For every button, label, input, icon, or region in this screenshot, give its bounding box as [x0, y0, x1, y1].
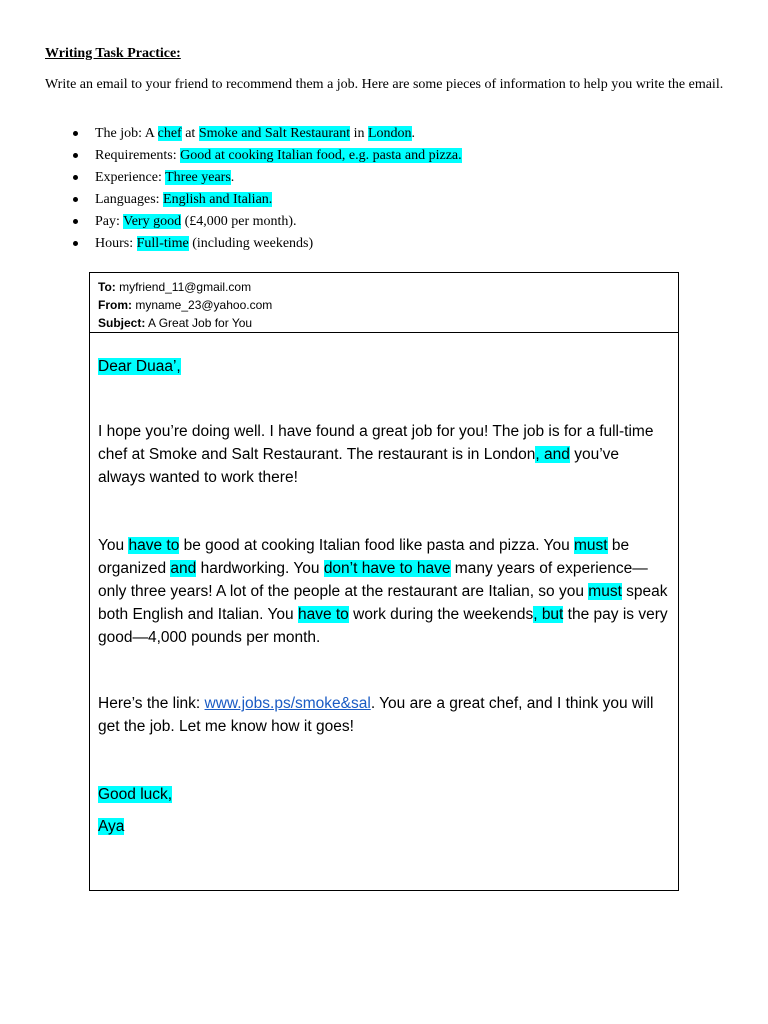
highlight: Good luck,	[98, 786, 173, 803]
paragraph-text: . You are a great chef, and I think you will get the job. Let me know how it goes!	[98, 695, 654, 735]
email-box	[89, 272, 679, 891]
highlight: , and	[535, 446, 570, 463]
item-text: (£4,000 per month).	[181, 214, 297, 229]
paragraph-text: you’ve always wanted to work there!	[98, 446, 620, 486]
bullet-icon	[73, 241, 78, 246]
paragraph-text: be organized	[98, 537, 630, 577]
to-address: myfriend_11@gmail.com	[115, 280, 252, 294]
highlight: and	[170, 560, 197, 577]
item-label: The job: A	[95, 126, 158, 141]
paragraph-text: the pay is very good—4,000 pounds per month.	[98, 606, 668, 646]
email-header	[90, 273, 678, 333]
paragraph-text: Here’s the link:	[98, 695, 205, 712]
email-from-line	[98, 296, 678, 314]
item-text: in	[350, 126, 368, 141]
highlight: must	[588, 583, 622, 600]
item-label: Languages:	[95, 192, 164, 207]
highlight: Dear Duaa’,	[98, 358, 181, 375]
subject-text: A Great Job for You	[145, 316, 253, 330]
list-item	[0, 124, 462, 146]
paragraph-text: work during the weekends	[348, 606, 534, 623]
bullet-icon	[73, 131, 78, 136]
highlight: English and Italian.	[163, 192, 273, 207]
email-paragraph	[98, 692, 668, 738]
highlight: chef	[157, 126, 182, 141]
list-item	[0, 168, 462, 190]
highlight: don’t have to have	[323, 560, 451, 577]
item-text: .	[411, 126, 416, 141]
bullet-icon	[73, 219, 78, 224]
item-text: (including weekends)	[188, 236, 314, 251]
list-item	[0, 234, 462, 256]
highlight: have to	[128, 537, 180, 554]
paragraph-text: You	[98, 537, 129, 554]
highlight: must	[574, 537, 608, 554]
highlight: Good at cooking Italian food, e.g. pasta and pizza.	[180, 148, 462, 163]
paragraph-text: many years of experience—only three years! A lot of the people at the restaurant are Italian, so you	[98, 560, 648, 600]
item-label: Pay:	[95, 214, 124, 229]
paragraph-text: hardworking. You	[196, 560, 324, 577]
highlight: , but	[533, 606, 564, 623]
item-label: Requirements:	[95, 148, 181, 163]
email-paragraph	[98, 420, 668, 489]
highlight: Smoke and Salt Restaurant	[198, 126, 351, 141]
paragraph-text: be good at cooking Italian food like pasta and pizza. You	[179, 537, 575, 554]
subject-label: Subject:	[98, 316, 146, 330]
highlight: Full-time	[136, 236, 189, 251]
bullet-icon	[73, 175, 78, 180]
item-label: Experience:	[95, 170, 166, 185]
email-body	[98, 355, 668, 838]
intro-text: Write an email to your friend to recommend them a job. Here are some pieces of information to help you write the email.	[45, 77, 724, 92]
email-to-line	[98, 278, 678, 296]
highlight: London	[367, 126, 412, 141]
highlight: Three years	[165, 170, 231, 185]
info-list	[0, 124, 462, 256]
list-item	[0, 146, 462, 168]
highlight: have to	[297, 606, 349, 623]
bullet-icon	[73, 197, 78, 202]
email-greeting	[98, 355, 668, 378]
to-label: To:	[98, 280, 116, 294]
email-closing	[98, 783, 668, 806]
item-text: .	[230, 170, 235, 185]
highlight: Aya	[98, 818, 125, 835]
from-address: myname_23@yahoo.com	[132, 298, 273, 312]
email-subject-line	[98, 314, 678, 332]
page-title: Writing Task Practice:	[45, 46, 181, 61]
paragraph-text: speak both English and Italian. You	[98, 583, 668, 623]
paragraph-text: I hope you’re doing well. I have found a great job for you! The job is for a full-time chef at Smoke and Salt Restaurant. The restaurant is in London	[98, 423, 654, 463]
item-label: Hours:	[95, 236, 137, 251]
item-text: at	[181, 126, 199, 141]
email-paragraph	[98, 534, 668, 649]
job-link[interactable]: www.jobs.ps/smoke&sal	[204, 695, 371, 712]
highlight: Very good	[123, 214, 182, 229]
list-item	[0, 190, 462, 212]
bullet-icon	[73, 153, 78, 158]
list-item	[0, 212, 462, 234]
email-signature	[98, 815, 668, 838]
from-label: From:	[98, 298, 132, 312]
